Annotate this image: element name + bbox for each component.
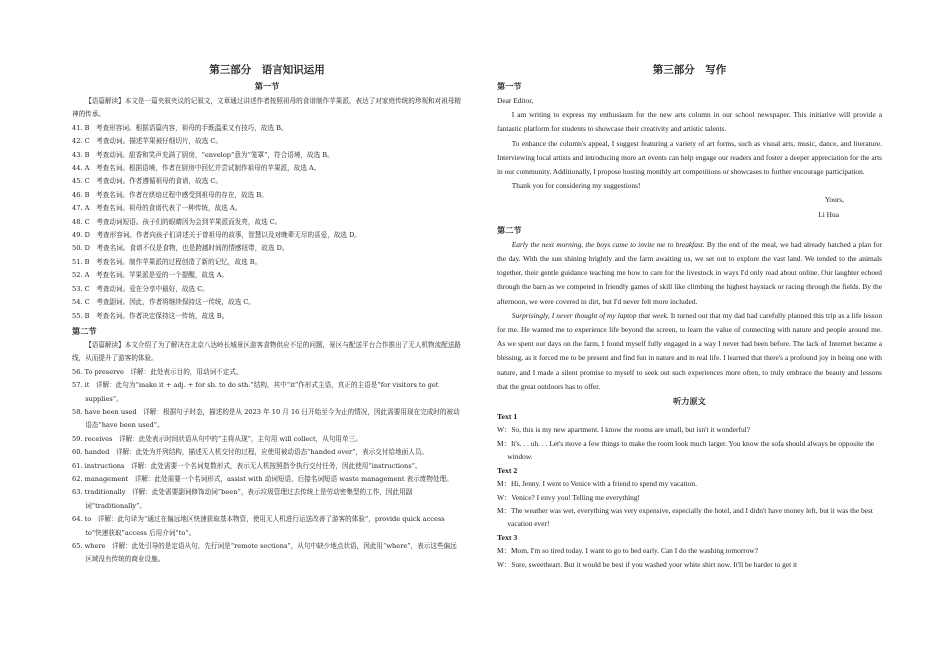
letter-closing: Yours, [824, 195, 844, 205]
answer-item: 59. receives 详解：此处表示时间状语从句中的“主将从现”，主句用 will collect，从句用单三。 [72, 434, 362, 443]
answer-item: 55. B 考查名词。作者决定保持这一传统，故选 B。 [72, 311, 229, 320]
listening-transcripts [497, 410, 882, 571]
answer-item: 43. B 考查动词。甜香和笑声充满了厨房，“envelop”意为“笼罩”，符合语境，故选 B。 [72, 150, 334, 159]
answer-item: 45. C 考查动词。作者遵循祖母的食谱，故选 C。 [72, 177, 223, 186]
right-column [497, 62, 882, 571]
answer-item: 63. traditionally 详解：此处需要副词修饰动词“been”，表示垃圾管理过去传统上是劳动密集型的工作，因此用副词“traditionally”。 [72, 488, 413, 510]
passage-analysis-2: 【语篇解读】本文介绍了为了解决在北京八达岭长城景区游客食物供应不足的问题，景区与配送平台合作推出了无人机物流配送路线，从而提升了游客的体验。 [72, 340, 462, 363]
story-text-2: It turned out that my dad had carefully planned this trip as a life lesson for me. He wanted me to experience life beyond the screen, to learn the value of connecting with nature and people around me. As we spent our days on the farm, I found myself fully engaged in a way I never had been before. The lack of Internet became a blessing, as it forced me to be present and find fun in nature and in real life. I learned that there's a profound joy in being one with nature, and I made a silent promise to myself to seek out such experiences more often, to truly embrace the beauty and lessons that the great outdoors has to offer. [497, 310, 883, 391]
dialogue-line: M：It's. . . uh. . . Let's move a few things to make the room look much larger. You know the sofa should always be opposite the window. [497, 438, 875, 462]
subsection-title-2: 第二节 [72, 325, 97, 336]
cloze-answer-list [72, 122, 462, 323]
answer-item: 54. C 考查副词。因此，作者将继续保持这一传统，故选 C。 [72, 298, 256, 307]
letter-greeting: Dear Editor, [497, 96, 534, 105]
listening-transcript-title: 听力原文 [673, 396, 706, 407]
writing-subsection-1: 第一节 [497, 81, 522, 91]
story-paragraph-1 [497, 238, 882, 309]
transcript-label: Text 1 [497, 412, 518, 422]
story-lead-1: Early the next morning, the boys came to invite me to breakfast. [511, 239, 705, 249]
passage-analysis-1: 【语篇解读】本文是一篇夹叙夹议的记叙文，文章通过讲述作者按照祖母的食谱制作苹果派，表达了对家庭传统的珍视和对祖母精神的传承。 [72, 97, 462, 119]
dialogue-line: M：Hi, Jenny. I went to Venice with a friend to spend my vacation. [497, 479, 697, 489]
answer-item: 57. it 详解：此句为“make it + adj. + for sb. to do sth.”结构，其中“it”作形式主语，真正的主语是“for visitors to get supplies”。 [72, 381, 439, 403]
section-title-writing: 第三部分 写作 [652, 64, 727, 76]
left-column [72, 62, 462, 567]
answer-item: 56. To preserve 详解：此处表示目的，用动词不定式。 [72, 367, 243, 376]
letter-paragraph: To enhance the column's appeal, I suggest featuring a variety of art forms, such as visual arts, music, dance, and literature. Interviewing local artists and introducing more art events can help engage our readers and foster a deeper appreciation for the arts in our community. Additionally, I propose hosting monthly art competitions or showcases to further encourage participation. [497, 138, 882, 177]
dialogue-line: W：Venice? I envy you! Telling me everything! [497, 492, 641, 502]
section-title-language: 第三部分 语言知识运用 [209, 64, 325, 76]
answer-item: 65. where 详解：此处引导的是定语从句，先行词是“remote sections”，从句中缺少地点状语，因此用“where”，表示这些偏远区域没有传统的商业设施。 [72, 542, 457, 564]
letter-paragraph: Thank you for considering my suggestions! [511, 181, 641, 191]
answer-item: 48. C 考查动词短语。孩子们的眼睛因为会到苹果派而发亮，故选 C。 [72, 217, 282, 226]
dialogue-line: M：The weather was wet, everything was very expensive, especially the hotel, and I didn't have money left, but it was the best vacation ever! [497, 505, 873, 529]
story-lead-2: Surprisingly, I never thought of my laptop that week. [511, 310, 669, 320]
dialogue-line: M：Mom, I'm so tired today. I want to go to bed early. Can I do the washing tomorrow? [497, 546, 759, 556]
answer-item: 53. C 考查动词。爱在分享中最好，故选 C。 [72, 284, 209, 293]
letter-body [497, 108, 882, 193]
story-paragraph-2 [497, 309, 882, 394]
transcript-label: Text 2 [497, 465, 518, 475]
answer-item: 60. handed 详解：此处为并列结构，描述无人机交付的过程，应使用被动语态“handed over”，表示交付给地面人员。 [72, 448, 429, 457]
answer-item: 51. B 考查名词。制作苹果派的过程创造了新的记忆，故选 B。 [72, 257, 262, 266]
answer-item: 52. A 考查名词。苹果派是爱的一个提醒，故选 A。 [72, 271, 229, 280]
grammar-fill-answer-list [72, 366, 462, 567]
writing-subsection-2: 第二节 [497, 224, 522, 235]
letter-signature: Li Hua [818, 209, 839, 219]
answer-item: 49. D 考查形容词。作者向孩子们讲述关于曾祖母的故事，智慧以及对晚辈无尽的喜爱，故选 D。 [72, 231, 361, 240]
answer-item: 44. A 考查名词。根据语境，作者在厨房中回忆并尝试制作祖母的苹果派，故选 A。 [72, 164, 321, 173]
dialogue-line: W：So, this is my new apartment. I know the rooms are small, but isn't it wonderful? [497, 425, 750, 435]
letter-paragraph: I am writing to express my enthusiasm for the new arts column in our school newspaper. This initiative will provide a fantastic platform for students to showcase their creativity and artistic talents. [497, 110, 882, 134]
answer-item: 42. C 考查动词。描述苹果被仔细切片，故选 C。 [72, 137, 223, 146]
dialogue-line: W：Sure, sweetheart. But it would be best if you washed your white shirt now. It'll be harder to get it [497, 559, 798, 569]
answer-item: 61. instructions 详解：此处需要一个名词复数形式，表示无人机按照指令执行交付任务，因此使用“instructions”。 [72, 461, 422, 470]
answer-item: 64. to 详解：此句译为“通过在偏远地区快速获取基本物资，使用无人机进行运送改善了游客的体验”，provide quick access to“快速获取”access 后用介词“to”。 [72, 515, 445, 537]
answer-item: 62. management 详解：此处需要一个名词形式，assist with 动词短语，后接名词短语 waste management 表示废物处理。 [72, 474, 453, 483]
answer-item: 46. B 考查名词。作者在烘焙过程中感受到祖母的存在，故选 B。 [72, 190, 268, 199]
answer-item: 58. have been used 详解：根据句子时态，描述的是从 2023 年 10 月 16 日开始至今为止的情况，因此需要用现在完成时的被动语态“have been used”。 [72, 407, 460, 430]
subsection-title-1: 第一节 [254, 81, 280, 91]
story-text-1: By the end of the meal, we had already hatched a plan for the day. With the sun shining brightly and the farm awaiting us, we set out to explore the vast land. We tended to the animals together, their gentle guidance teaching me how to care for the livestock in ways I'd only read about online. Our laughter echoed through the barn as we competed in friendly games of skill like climbing the highest haystack or racing through the fields. By the afternoon, we were covered in dirt, but I'd never felt more included. [497, 239, 882, 306]
answer-item: 41. B 考查形容词。根据语篇内容，祖母的手既温柔又有技巧，故选 B。 [72, 123, 288, 132]
transcript-label: Text 3 [497, 532, 518, 542]
answer-item: 47. A 考查名词。祖母的食谱代表了一种传统，故选 A。 [72, 204, 242, 213]
answer-item: 50. D 考查名词。食谱不仅是食物，也是跨越时间的情感纽带，故选 D。 [72, 244, 289, 253]
